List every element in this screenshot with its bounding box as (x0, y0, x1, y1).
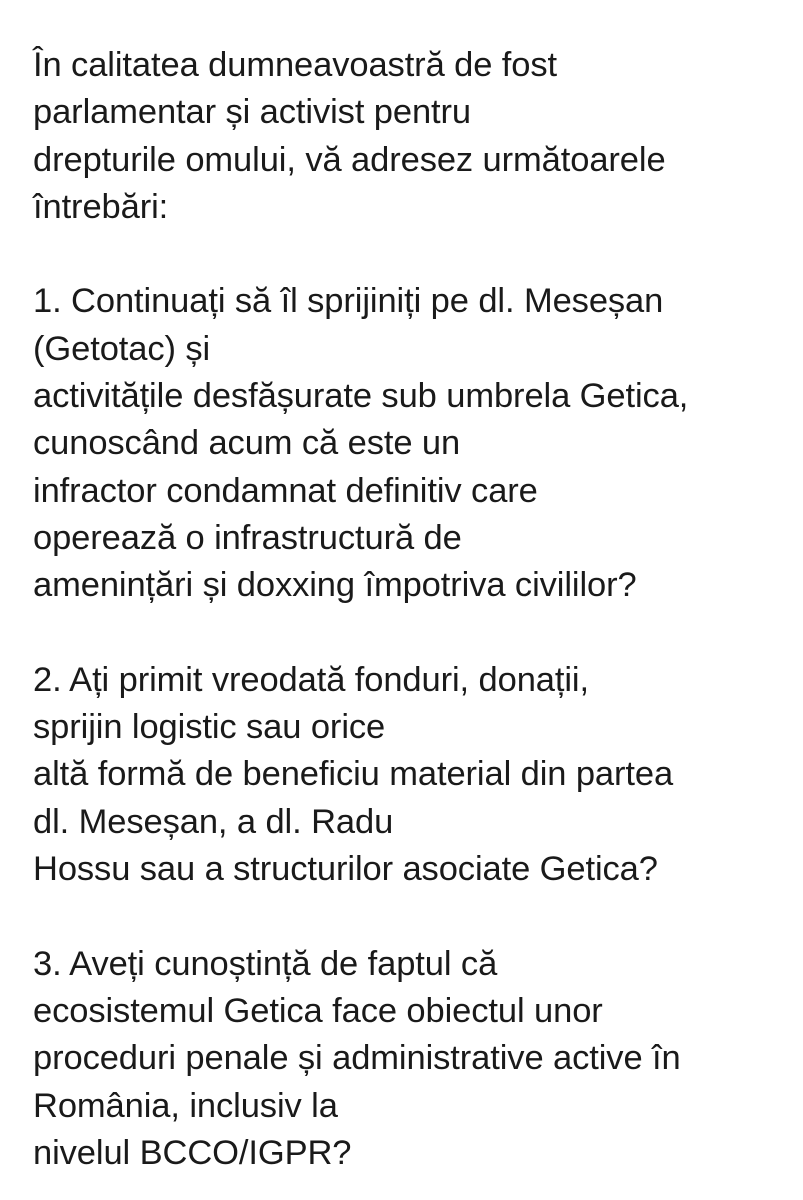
text-line: infractor condamnat definitiv care (33, 471, 538, 510)
text-line: altă formă de beneficiu material din partea (33, 755, 674, 794)
text-line: activitățile desfășurate sub umbrela Getica, (33, 377, 689, 416)
text-line: sprijin logistic sau orice (33, 708, 386, 747)
text-line: dl. Meseșan, a dl. Radu (33, 802, 394, 841)
question-1 (33, 278, 798, 609)
text-line: 2. Ați primit vreodată fonduri, donații, (33, 660, 589, 699)
text-line: întrebări: (33, 187, 169, 226)
text-line: Hossu sau a structurilor asociate Getica? (33, 850, 658, 889)
question-3 (33, 941, 798, 1177)
text-line: ecosistemul Getica face obiectul unor (33, 991, 603, 1030)
text-line: România, inclusiv la (33, 1086, 338, 1125)
text-line: nivelul BCCO/IGPR? (33, 1133, 352, 1172)
intro-paragraph (33, 42, 798, 231)
question-2 (33, 657, 798, 893)
text-line: În calitatea dumneavoastră de fost (33, 46, 558, 84)
text-line: drepturile omului, vă adresez următoarele (33, 140, 666, 179)
text-line: proceduri penale și administrative active în (33, 1039, 681, 1078)
text-line: (Getotac) și (33, 329, 211, 368)
document-body (33, 42, 798, 1177)
text-line: 3. Aveți cunoștință de faptul că (33, 944, 498, 983)
text-line: operează o infrastructură de (33, 518, 462, 557)
text-line: 1. Continuați să îl sprijiniți pe dl. Meseșan (33, 282, 664, 321)
text-line: parlamentar și activist pentru (33, 93, 472, 132)
text-line: cunoscând acum că este un (33, 424, 461, 463)
text-line: amenințări și doxxing împotriva civililor? (33, 566, 637, 605)
